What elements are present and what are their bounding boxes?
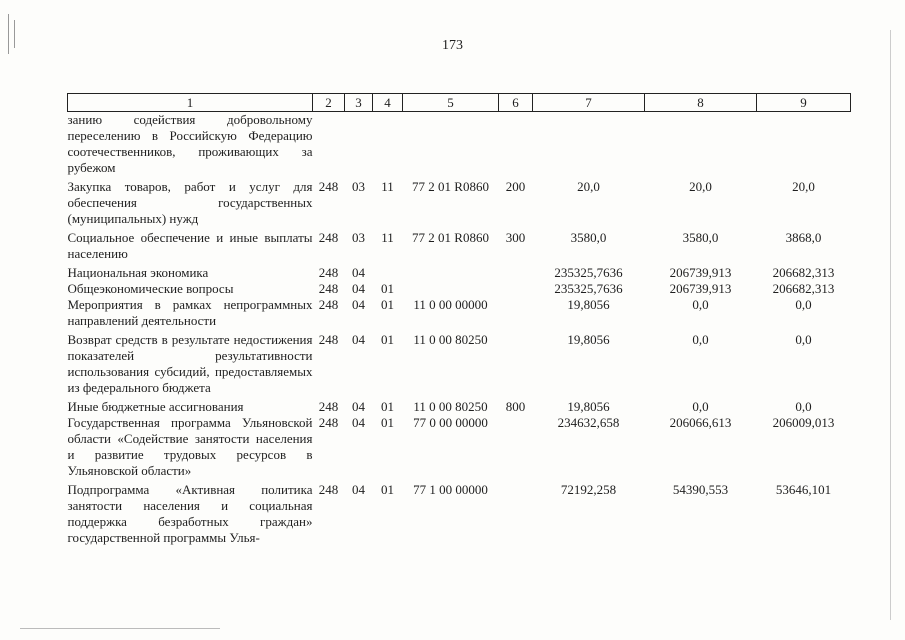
row-value-year-1: 19,8056 [567,399,610,414]
scan-edge-mark [14,20,15,48]
row-expense-type [499,297,533,332]
row-name: Возврат средств в результате недостижения показателей результативности использования субсидий, предоставляемых из федерального бюджета [67,332,313,395]
table-row [68,265,851,281]
table-row [68,230,851,265]
row-name: Государственная программа Ульяновской области «Содействие занятости населения и развитие трудовых ресурсов в Ульяновской области» [67,415,313,478]
row-subsection: 01 [381,281,394,296]
row-name: занию содействия добровольному переселению в Российскую Федерацию соотечественников, проживающих за рубежом [67,112,313,175]
row-value-year-2 [645,112,757,180]
row-value-year-1 [533,112,645,180]
row-admin-code: 248 [318,265,339,280]
row-admin-code: 248 [318,332,339,347]
row-subsection: 01 [381,332,394,347]
row-value-year-2: 3580,0 [682,230,719,245]
row-value-year-1: 20,0 [577,179,600,194]
row-value-year-3: 20,0 [792,179,815,194]
row-value-year-2: 0,0 [692,399,709,414]
scan-edge-mark [20,628,220,629]
row-value-year-1: 3580,0 [570,230,607,245]
table-row [68,179,851,230]
row-section: 04 [352,482,365,497]
row-value-year-3: 206682,313 [772,265,835,280]
row-value-year-3: 0,0 [795,297,812,312]
row-admin-code: 248 [318,179,339,194]
budget-table [67,93,851,546]
row-name: Социальное обеспечение и иные выплаты населению [67,230,313,261]
column-header: 2 [313,94,345,112]
row-value-year-2: 206066,613 [669,415,732,430]
row-target-article: 77 1 00 00000 [413,482,488,497]
row-section: 04 [352,332,365,347]
row-subsection: 11 [381,230,394,245]
row-value-year-2: 0,0 [692,332,709,347]
row-section: 04 [352,399,365,414]
row-target-article: 77 2 01 R0860 [412,179,489,194]
row-section: 04 [352,265,365,280]
row-target-article [403,265,499,281]
row-expense-type [499,332,533,399]
row-section [345,112,373,180]
table-row [68,112,851,180]
row-expense-type: 300 [505,230,526,245]
table-row [68,297,851,332]
row-value-year-2: 206739,913 [669,265,732,280]
row-expense-type [499,112,533,180]
row-subsection [373,112,403,180]
row-value-year-3: 0,0 [795,332,812,347]
row-admin-code: 248 [318,399,339,414]
row-name: Закупка товаров, работ и услуг для обеспечения государственных (муниципальных) нужд [67,179,313,226]
row-name: Иные бюджетные ассигнования [67,399,244,414]
row-value-year-2: 20,0 [689,179,712,194]
row-admin-code: 248 [318,297,339,312]
row-section: 04 [352,297,365,312]
column-header: 3 [345,94,373,112]
table-header-row [68,94,851,112]
column-header: 5 [403,94,499,112]
row-value-year-3: 3868,0 [785,230,822,245]
row-expense-type [499,281,533,297]
row-name: Общеэкономические вопросы [67,281,234,296]
row-name: Подпрограмма «Активная политика занятости населения и социальная поддержка безработных граждан» государственной программы Улья- [67,482,313,545]
row-admin-code [313,112,345,180]
table-row [68,281,851,297]
row-expense-type [499,265,533,281]
row-section: 04 [352,281,365,296]
row-name: Мероприятия в рамках непрограммных направлений деятельности [67,297,313,328]
row-value-year-1: 235325,7636 [554,265,623,280]
row-subsection: 01 [381,482,394,497]
page-number: 173 [442,38,463,53]
row-value-year-2: 0,0 [692,297,709,312]
row-value-year-3 [757,112,851,180]
column-header: 9 [757,94,851,112]
column-header: 4 [373,94,403,112]
table-row [68,415,851,482]
row-value-year-3: 206009,013 [772,415,835,430]
row-section: 04 [352,415,365,430]
row-target-article: 11 0 00 80250 [413,332,488,347]
row-value-year-1: 234632,658 [557,415,620,430]
row-section: 03 [352,179,365,194]
row-admin-code: 248 [318,482,339,497]
scan-edge-mark [890,30,891,620]
row-value-year-1: 235325,7636 [554,281,623,296]
table-row [68,332,851,399]
row-name: Национальная экономика [67,265,209,280]
row-value-year-2: 54390,553 [672,482,729,497]
row-value-year-3: 0,0 [795,399,812,414]
row-value-year-3: 53646,101 [775,482,832,497]
row-expense-type [499,482,533,546]
row-target-article: 11 0 00 80250 [413,399,488,414]
row-expense-type [499,415,533,482]
row-value-year-1: 72192,258 [560,482,617,497]
row-target-article [403,112,499,180]
row-subsection: 11 [381,179,394,194]
row-subsection: 01 [381,415,394,430]
column-header: 1 [68,94,313,112]
row-target-article: 11 0 00 00000 [413,297,488,312]
row-subsection: 01 [381,297,394,312]
row-value-year-3: 206682,313 [772,281,835,296]
row-target-article [403,281,499,297]
scan-edge-mark [8,14,9,54]
column-header: 7 [533,94,645,112]
row-admin-code: 248 [318,281,339,296]
row-admin-code: 248 [318,230,339,245]
table-row [68,399,851,415]
row-value-year-1: 19,8056 [567,297,610,312]
row-expense-type: 800 [505,399,526,414]
row-target-article: 77 2 01 R0860 [412,230,489,245]
row-value-year-2: 206739,913 [669,281,732,296]
row-expense-type: 200 [505,179,526,194]
row-section: 03 [352,230,365,245]
row-admin-code: 248 [318,415,339,430]
row-target-article: 77 0 00 00000 [413,415,488,430]
column-header: 8 [645,94,757,112]
column-header: 6 [499,94,533,112]
row-subsection: 01 [381,399,394,414]
row-subsection [373,265,403,281]
table-row [68,482,851,546]
row-value-year-1: 19,8056 [567,332,610,347]
